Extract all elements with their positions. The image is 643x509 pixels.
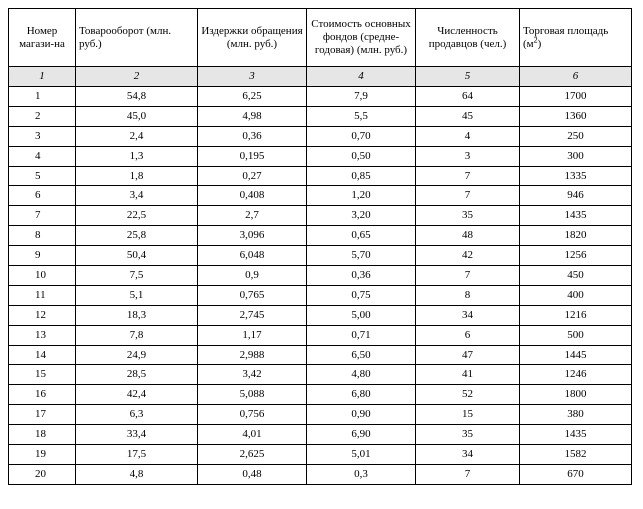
table-row bbox=[9, 464, 632, 484]
cell-turnover: 18,3 bbox=[76, 305, 198, 325]
cell-fixed-assets: 0,65 bbox=[307, 226, 416, 246]
cell-costs: 6,25 bbox=[198, 87, 307, 107]
cell-turnover: 17,5 bbox=[76, 445, 198, 465]
header-store-number: Номер магази-на bbox=[9, 9, 76, 67]
cell-costs: 0,408 bbox=[198, 186, 307, 206]
cell-area: 450 bbox=[520, 266, 632, 286]
cell-sellers: 8 bbox=[416, 285, 520, 305]
cell-area: 380 bbox=[520, 405, 632, 425]
cell-turnover: 28,5 bbox=[76, 365, 198, 385]
cell-area: 500 bbox=[520, 325, 632, 345]
cell-costs: 5,088 bbox=[198, 385, 307, 405]
cell-turnover: 54,8 bbox=[76, 87, 198, 107]
cell-area: 250 bbox=[520, 126, 632, 146]
cell-area: 300 bbox=[520, 146, 632, 166]
cell-sellers: 52 bbox=[416, 385, 520, 405]
cell-sellers: 45 bbox=[416, 106, 520, 126]
cell-fixed-assets: 0,71 bbox=[307, 325, 416, 345]
cell-fixed-assets: 7,9 bbox=[307, 87, 416, 107]
cell-store-number: 18 bbox=[9, 425, 76, 445]
cell-turnover: 1,8 bbox=[76, 166, 198, 186]
cell-turnover: 25,8 bbox=[76, 226, 198, 246]
cell-sellers: 48 bbox=[416, 226, 520, 246]
cell-fixed-assets: 6,50 bbox=[307, 345, 416, 365]
cell-store-number: 8 bbox=[9, 226, 76, 246]
cell-store-number: 10 bbox=[9, 266, 76, 286]
cell-turnover: 24,9 bbox=[76, 345, 198, 365]
cell-store-number: 4 bbox=[9, 146, 76, 166]
cell-fixed-assets: 0,90 bbox=[307, 405, 416, 425]
cell-sellers: 7 bbox=[416, 166, 520, 186]
cell-sellers: 42 bbox=[416, 246, 520, 266]
stores-table bbox=[8, 8, 632, 485]
cell-turnover: 3,4 bbox=[76, 186, 198, 206]
cell-costs: 6,048 bbox=[198, 246, 307, 266]
table-row bbox=[9, 305, 632, 325]
table-row bbox=[9, 425, 632, 445]
cell-sellers: 34 bbox=[416, 445, 520, 465]
table-row bbox=[9, 146, 632, 166]
cell-store-number: 1 bbox=[9, 87, 76, 107]
cell-costs: 0,27 bbox=[198, 166, 307, 186]
cell-area: 1335 bbox=[520, 166, 632, 186]
table-row bbox=[9, 405, 632, 425]
cell-sellers: 7 bbox=[416, 464, 520, 484]
cell-area: 1700 bbox=[520, 87, 632, 107]
cell-fixed-assets: 3,20 bbox=[307, 206, 416, 226]
cell-costs: 3,42 bbox=[198, 365, 307, 385]
cell-sellers: 34 bbox=[416, 305, 520, 325]
cell-costs: 0,756 bbox=[198, 405, 307, 425]
cell-fixed-assets: 0,85 bbox=[307, 166, 416, 186]
cell-area: 1435 bbox=[520, 425, 632, 445]
table-row bbox=[9, 126, 632, 146]
cell-area: 1445 bbox=[520, 345, 632, 365]
header-fixed-assets: Стоимость основных фондов (средне-годовая) (млн. руб.) bbox=[307, 9, 416, 67]
cell-sellers: 35 bbox=[416, 425, 520, 445]
cell-costs: 0,48 bbox=[198, 464, 307, 484]
cell-sellers: 6 bbox=[416, 325, 520, 345]
table-body bbox=[9, 87, 632, 485]
cell-store-number: 17 bbox=[9, 405, 76, 425]
cell-costs: 2,625 bbox=[198, 445, 307, 465]
cell-area: 1216 bbox=[520, 305, 632, 325]
cell-fixed-assets: 0,3 bbox=[307, 464, 416, 484]
cell-costs: 4,98 bbox=[198, 106, 307, 126]
cell-costs: 2,745 bbox=[198, 305, 307, 325]
header-costs: Издержки обращения (млн. руб.) bbox=[198, 9, 307, 67]
cell-store-number: 3 bbox=[9, 126, 76, 146]
cell-fixed-assets: 0,75 bbox=[307, 285, 416, 305]
cell-store-number: 14 bbox=[9, 345, 76, 365]
cell-costs: 0,765 bbox=[198, 285, 307, 305]
cell-turnover: 4,8 bbox=[76, 464, 198, 484]
table-row bbox=[9, 206, 632, 226]
cell-area: 1360 bbox=[520, 106, 632, 126]
column-number-row bbox=[9, 67, 632, 87]
column-number: 4 bbox=[307, 67, 416, 87]
table-row bbox=[9, 246, 632, 266]
cell-sellers: 4 bbox=[416, 126, 520, 146]
cell-costs: 2,7 bbox=[198, 206, 307, 226]
cell-costs: 0,195 bbox=[198, 146, 307, 166]
table-row bbox=[9, 106, 632, 126]
cell-sellers: 7 bbox=[416, 186, 520, 206]
column-number: 2 bbox=[76, 67, 198, 87]
cell-sellers: 7 bbox=[416, 266, 520, 286]
cell-fixed-assets: 0,70 bbox=[307, 126, 416, 146]
cell-area: 670 bbox=[520, 464, 632, 484]
cell-costs: 0,9 bbox=[198, 266, 307, 286]
cell-turnover: 2,4 bbox=[76, 126, 198, 146]
table-row bbox=[9, 285, 632, 305]
cell-costs: 1,17 bbox=[198, 325, 307, 345]
cell-store-number: 15 bbox=[9, 365, 76, 385]
cell-sellers: 35 bbox=[416, 206, 520, 226]
cell-sellers: 41 bbox=[416, 365, 520, 385]
cell-costs: 3,096 bbox=[198, 226, 307, 246]
cell-store-number: 20 bbox=[9, 464, 76, 484]
cell-sellers: 47 bbox=[416, 345, 520, 365]
table-row bbox=[9, 87, 632, 107]
cell-store-number: 2 bbox=[9, 106, 76, 126]
cell-fixed-assets: 6,90 bbox=[307, 425, 416, 445]
table-row bbox=[9, 385, 632, 405]
cell-area: 1582 bbox=[520, 445, 632, 465]
cell-area: 1820 bbox=[520, 226, 632, 246]
cell-store-number: 7 bbox=[9, 206, 76, 226]
cell-store-number: 19 bbox=[9, 445, 76, 465]
cell-area: 1800 bbox=[520, 385, 632, 405]
cell-area: 1246 bbox=[520, 365, 632, 385]
cell-turnover: 50,4 bbox=[76, 246, 198, 266]
header-sellers: Численность продавцов (чел.) bbox=[416, 9, 520, 67]
cell-fixed-assets: 5,70 bbox=[307, 246, 416, 266]
cell-store-number: 11 bbox=[9, 285, 76, 305]
cell-costs: 4,01 bbox=[198, 425, 307, 445]
header-area-sup: 2 bbox=[533, 34, 538, 44]
cell-fixed-assets: 1,20 bbox=[307, 186, 416, 206]
header-area bbox=[520, 9, 632, 67]
cell-sellers: 15 bbox=[416, 405, 520, 425]
cell-fixed-assets: 5,00 bbox=[307, 305, 416, 325]
cell-costs: 0,36 bbox=[198, 126, 307, 146]
cell-turnover: 42,4 bbox=[76, 385, 198, 405]
cell-costs: 2,988 bbox=[198, 345, 307, 365]
cell-area: 946 bbox=[520, 186, 632, 206]
cell-turnover: 1,3 bbox=[76, 146, 198, 166]
cell-store-number: 9 bbox=[9, 246, 76, 266]
cell-turnover: 22,5 bbox=[76, 206, 198, 226]
table-row bbox=[9, 226, 632, 246]
cell-sellers: 64 bbox=[416, 87, 520, 107]
cell-fixed-assets: 5,01 bbox=[307, 445, 416, 465]
cell-sellers: 3 bbox=[416, 146, 520, 166]
cell-store-number: 5 bbox=[9, 166, 76, 186]
column-number: 3 bbox=[198, 67, 307, 87]
table-header-row bbox=[9, 9, 632, 67]
cell-store-number: 13 bbox=[9, 325, 76, 345]
cell-store-number: 6 bbox=[9, 186, 76, 206]
cell-turnover: 45,0 bbox=[76, 106, 198, 126]
table-row bbox=[9, 365, 632, 385]
header-area-label: Торговая площадь (м bbox=[523, 24, 609, 50]
column-number: 6 bbox=[520, 67, 632, 87]
table-row bbox=[9, 345, 632, 365]
cell-area: 1435 bbox=[520, 206, 632, 226]
cell-turnover: 7,8 bbox=[76, 325, 198, 345]
cell-area: 1256 bbox=[520, 246, 632, 266]
cell-fixed-assets: 5,5 bbox=[307, 106, 416, 126]
table-row bbox=[9, 445, 632, 465]
cell-turnover: 7,5 bbox=[76, 266, 198, 286]
cell-turnover: 5,1 bbox=[76, 285, 198, 305]
cell-store-number: 16 bbox=[9, 385, 76, 405]
cell-fixed-assets: 0,36 bbox=[307, 266, 416, 286]
cell-area: 400 bbox=[520, 285, 632, 305]
table-row bbox=[9, 325, 632, 345]
column-number: 5 bbox=[416, 67, 520, 87]
header-area-close: ) bbox=[537, 37, 542, 50]
cell-turnover: 33,4 bbox=[76, 425, 198, 445]
document-page bbox=[8, 8, 632, 485]
table-row bbox=[9, 266, 632, 286]
cell-fixed-assets: 4,80 bbox=[307, 365, 416, 385]
cell-fixed-assets: 0,50 bbox=[307, 146, 416, 166]
cell-fixed-assets: 6,80 bbox=[307, 385, 416, 405]
cell-turnover: 6,3 bbox=[76, 405, 198, 425]
cell-store-number: 12 bbox=[9, 305, 76, 325]
table-row bbox=[9, 186, 632, 206]
column-number: 1 bbox=[9, 67, 76, 87]
header-turnover: Товарооборот (млн. руб.) bbox=[76, 9, 198, 67]
table-row bbox=[9, 166, 632, 186]
